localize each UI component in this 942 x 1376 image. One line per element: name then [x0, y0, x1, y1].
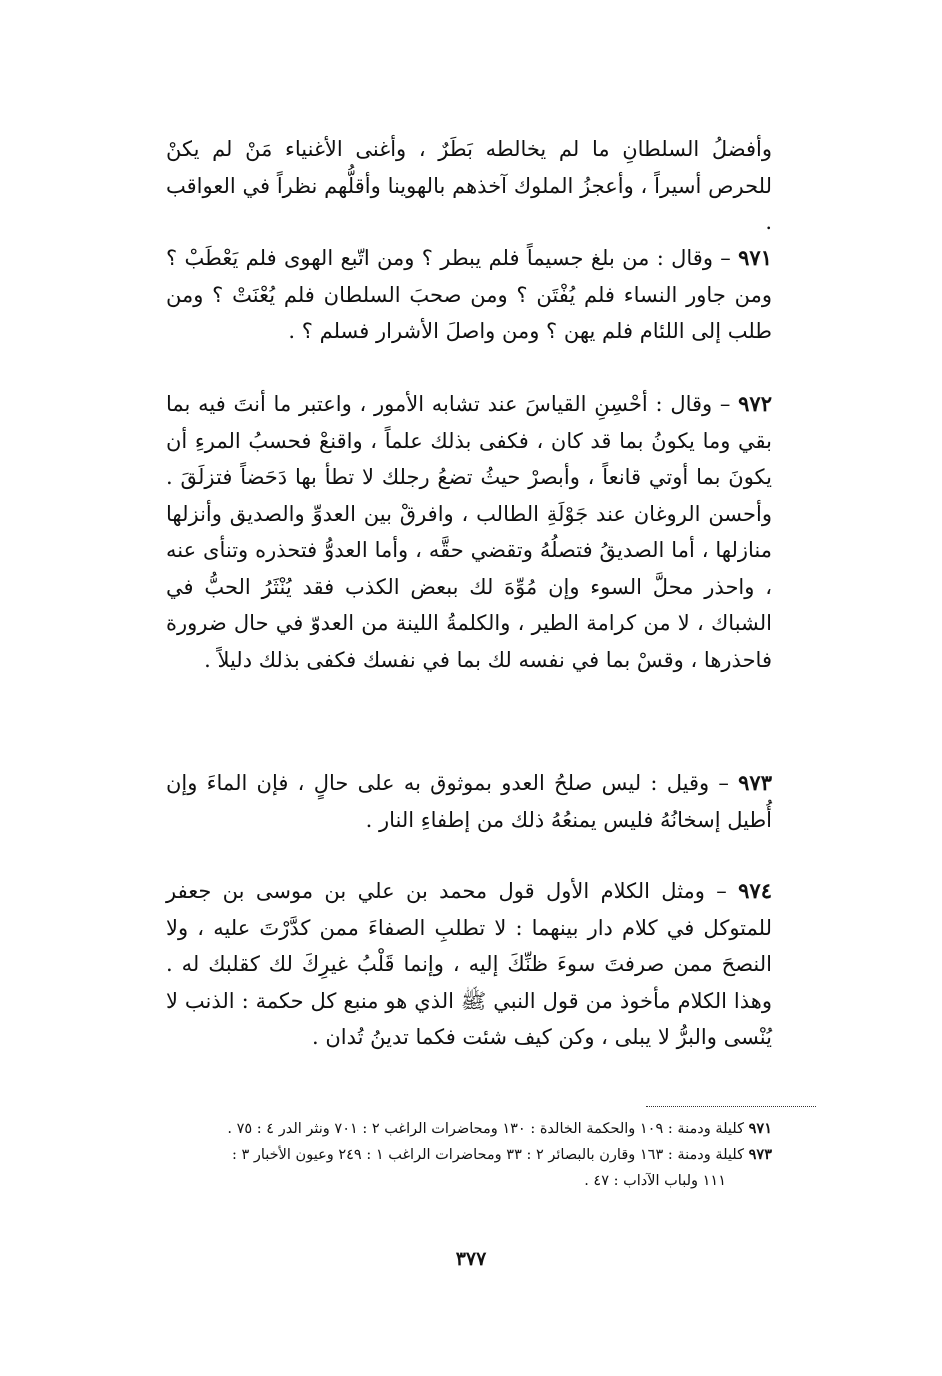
paragraph-text: – وقال : أحْسِنِ القياسَ عند تشابه الأمور ، واعتبر ما أنتَ فيه بما بقي وما يكونُ بما قد كان ، فكفى بذلك علماً ، واقنعْ فحسبُ المرءِ أن يكونَ بما أوتي قانعاً ، وأبصرْ حيثُ تضعُ رجلك لا تطأ بها دَحَضاً فتزلَقَ . وأحسن الروغان عند جَوْلَةِ الطالب ، وافرقْ بين العدوِّ والصديق وأنزلها منازلها ، أما الصديقُ فتصلُهُ وتقضي حقَّه ، وأما العدوُّ فتحذره وتنأى عنه ، واحذر محلَّ السوء وإن مُوِّهَ لك ببعض الكذب فقد يُنْثَرُ الحبُّ في الشباك ، لا من كرامة الطير ، والكلمةُ اللينة من العدوّ في حال ضرورة فاحذرها ، وقسْ بما في نفسه لك بما في نفسك فكفى بذلك دليلاً . — [166, 392, 772, 672]
paragraph-number: ٩٧١ — [738, 245, 772, 270]
footnote-973 — [166, 1142, 772, 1168]
footnote-text: كليلة ودمنة : ١٦٣ وقارن بالبصائر ٢ : ٣٣ ومحاضرات الراغب ١ : ٢٤٩ وعيون الأخبار ٣ : — [231, 1147, 749, 1163]
footnote-973-continuation — [166, 1168, 772, 1194]
paragraph-number: ٩٧٢ — [738, 391, 772, 416]
paragraph-text: – ومثل الكلام الأول قول محمد بن علي بن موسى بن جعفر للمتوكل في كلام دار بينهما : لا تطلبِ الصفاءَ ممن كدَّرْتَ عليه ، ولا النصحَ ممن صرفتَ سوءَ ظنِّكَ إليه ، وإنما قَلْبُ غيرِكَ لك كقلبك له . وهذا الكلام مأخوذ من قول النبي ﷺ الذي هو منبع كل حكمة : الذنب لا يُنْسى والبرُّ لا يبلى ، وكن كيف شئت فكما تدينُ تُدان . — [166, 879, 772, 1049]
paragraph-text: – وقال : من بلغ جسيماً فلم يبطر ؟ ومن اتّبع الهوى فلم يَعْطَبْ ؟ ومن جاور النساء فلم يُفْتَن ؟ ومن صحبَ السلطان فلم يُعْنَتْ ؟ ومن طلب إلى اللئام فلم يهن ؟ ومن واصلَ الأشرار فسلم ؟ . — [166, 246, 772, 343]
footnote-text: كليلة ودمنة : ١٠٩ والحكمة الخالدة : ١٣٠ ومحاضرات الراغب ٢ : ٧٠١ ونثر الدر ٤ : ٧٥ . — [227, 1121, 749, 1137]
paragraph-974 — [166, 873, 772, 1056]
footnote-number: ٩٧١ — [748, 1120, 772, 1137]
paragraph-number: ٩٧٣ — [738, 770, 772, 795]
paragraph-text: – وقيل : ليس صلحُ العدو بموثوق به على حالٍ ، فإن الماءَ وإن أُطيل إسخانُهُ فليس يمنعُهُ ذلك من إطفاءِ النار . — [166, 771, 772, 832]
footnote-separator — [646, 1106, 816, 1107]
page-number: ٣٧٧ — [455, 1248, 487, 1270]
paragraph-text: وأفضلُ السلطانِ ما لم يخالطه بَطَرٌ ، وأغنى الأغنياء مَنْ لم يكنْ للحرص أسيراً ، وأعجزُ الملوك آخذهم بالهوينا وأقلُّهم نظراً في العواقب . — [166, 137, 772, 234]
footnote-971 — [166, 1116, 772, 1142]
footnote-number: ٩٧٣ — [748, 1146, 772, 1163]
footnote-text: ١١١ ولباب الآداب : ٤٧ . — [584, 1173, 726, 1189]
paragraph-973 — [166, 765, 772, 838]
paragraph-971 — [166, 240, 772, 350]
paragraph-number: ٩٧٤ — [738, 878, 772, 903]
footnotes — [166, 1116, 772, 1194]
paragraph-972 — [166, 386, 772, 678]
paragraph-intro — [166, 131, 772, 241]
